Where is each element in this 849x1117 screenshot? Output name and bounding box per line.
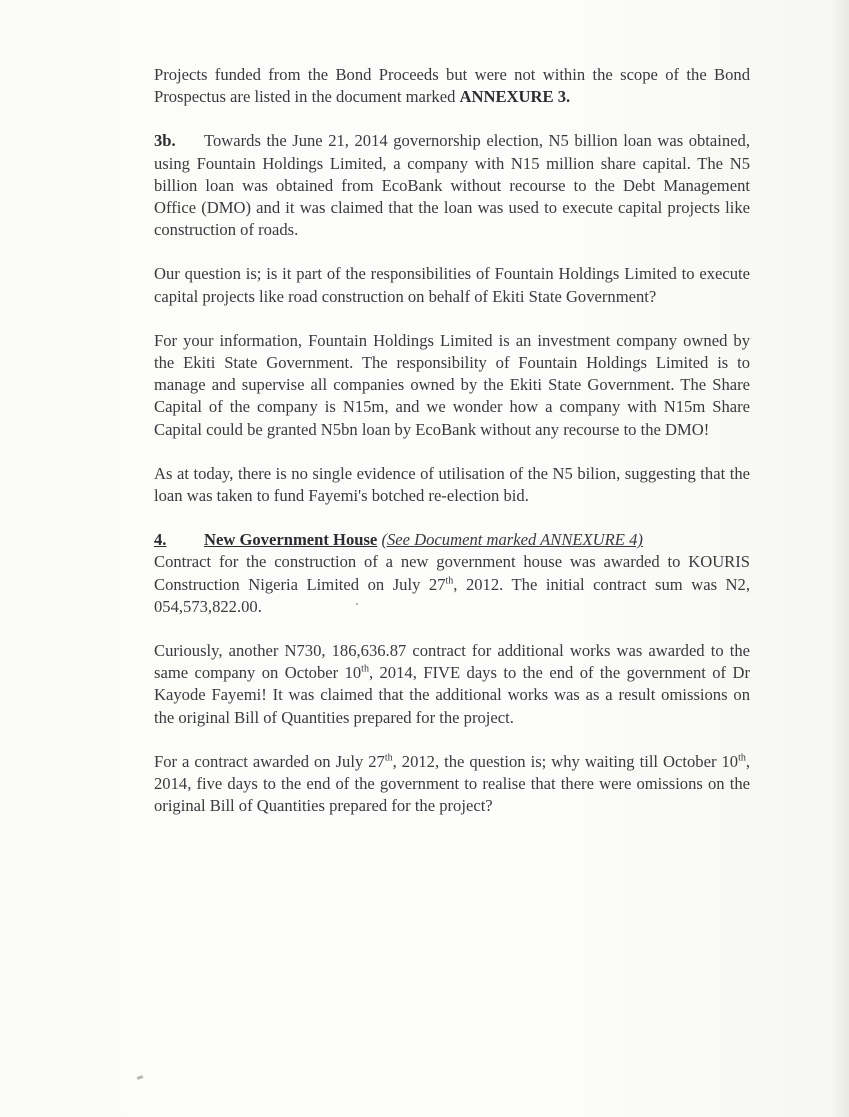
superscript: th xyxy=(445,575,454,587)
section-4-title: New Government House xyxy=(204,530,378,550)
section-3b-label: 3b. xyxy=(154,131,176,151)
document-body xyxy=(154,64,750,839)
final-paragraph xyxy=(154,751,750,818)
section-4-text-b: , 2012. The initial contract sum was N2, 054,573,822.00. xyxy=(154,574,750,616)
curious-text-a: Curiously, another N730, 186,636.87 contract for additional works was awarded to the same company on October 10 xyxy=(154,641,750,683)
page-edge-shadow xyxy=(831,0,849,1117)
superscript: th xyxy=(361,663,369,675)
today-paragraph: As at today, there is no single evidence of utilisation of the N5 bilion, suggesting that the loan was taken to fund Fayemi's botched re-election bid. xyxy=(154,463,750,506)
section-3b-paragraph xyxy=(154,130,750,241)
section-4-paragraph xyxy=(154,529,750,618)
section-4-text-a: Contract for the construction of a new government house was awarded to KOURIS Construction Nigeria Limited on July 27 xyxy=(154,552,750,594)
scan-mark xyxy=(137,1075,144,1080)
final-text-a: For a contract awarded on July 27 xyxy=(154,751,385,771)
final-text-b: , 2012, the question is; why waiting till October 10 xyxy=(392,751,739,771)
section-3b-text: Towards the June 21, 2014 governorship election, N5 billion loan was obtained, using Fountain Holdings Limited, a company with N15 million share capital. The N5 billion loan was obtained from EcoBank without recourse to the Debt Management Office (DMO) and it was claimed that the loan was used to execute capital projects like construction of roads. xyxy=(154,131,750,240)
annexure-3-ref: ANNEXURE 3. xyxy=(459,87,571,107)
curious-text-b: , 2014, FIVE days to the end of the government of Dr Kayode Fayemi! It was claimed that the additional works was as a result omissions on the original Bill of Quantities prepared for the project. xyxy=(154,663,750,727)
superscript: th xyxy=(384,752,393,764)
intro-text: Projects funded from the Bond Proceeds but were not within the scope of the Bond Prospectus are listed in the document marked xyxy=(154,65,750,107)
superscript: th xyxy=(738,752,746,764)
info-paragraph: For your information, Fountain Holdings Limited is an investment company owned by the Ekiti State Government. The responsibility of Fountain Holdings Limited is to manage and supervise all companies owned by the Ekiti State Government. The Share Capital of the company is N15m, and we wonder how a company with N15m Share Capital could be granted N5bn loan by EcoBank without any recourse to the DMO! xyxy=(154,330,750,439)
annexure-4-ref: (See Document marked ANNEXURE 4) xyxy=(381,530,643,550)
final-text-c: , 2014, five days to the end of the government to realise that there were omissions on the original Bill of Quantities prepared for the project? xyxy=(154,751,750,816)
intro-paragraph xyxy=(154,64,750,108)
question-paragraph: Our question is; is it part of the responsibilities of Fountain Holdings Limited to execute capital projects like road construction on behalf of Ekiti State Government? xyxy=(154,264,750,306)
section-4-number: 4. xyxy=(154,530,167,550)
curious-paragraph xyxy=(154,640,750,729)
section-4-heading xyxy=(154,530,643,549)
